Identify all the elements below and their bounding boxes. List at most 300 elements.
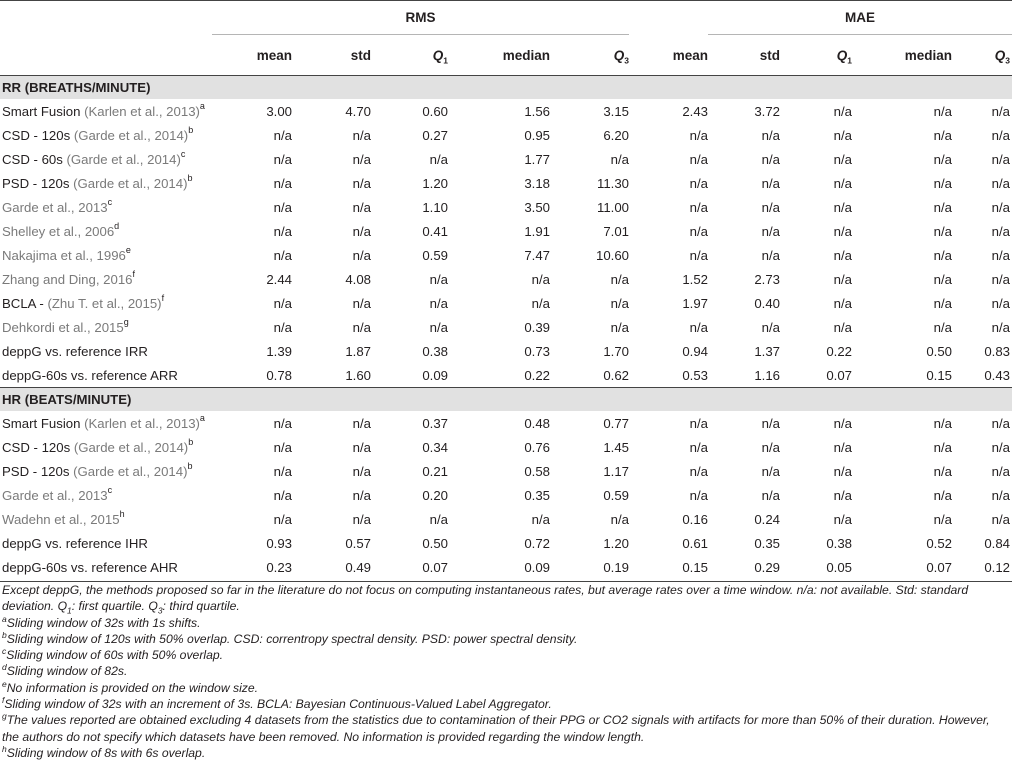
value-cell: n/a	[991, 271, 1010, 287]
method-citation: (Garde et al., 2014)	[73, 127, 189, 143]
value-cell: 0.38	[826, 535, 852, 551]
value-cell: 0.16	[682, 511, 708, 527]
value-cell: n/a	[833, 319, 852, 335]
value-cell: n/a	[610, 271, 629, 287]
value-cell: n/a	[933, 151, 952, 167]
value-cell: 0.27	[422, 127, 448, 143]
value-cell: n/a	[689, 319, 708, 335]
table-row	[0, 219, 1012, 243]
value-cell: 0.41	[422, 223, 448, 239]
footnote-text: Sliding window of 32s with an increment of 3s. BCLA: Bayesian Continuous-Valued Label Aggregator.	[4, 697, 552, 712]
value-cell: n/a	[273, 463, 292, 479]
footnote-marker: b	[187, 173, 193, 184]
value-cell: n/a	[991, 319, 1010, 335]
value-cell: 0.93	[266, 535, 292, 551]
footnote-item	[2, 696, 1010, 712]
value-cell: 0.58	[524, 463, 550, 479]
col-rms-std: std	[350, 47, 371, 63]
value-cell: 1.20	[603, 535, 629, 551]
footnote-item	[2, 712, 1010, 745]
value-cell: n/a	[273, 319, 292, 335]
value-cell: n/a	[689, 127, 708, 143]
method-cell	[0, 555, 212, 579]
value-cell: 1.16	[754, 367, 780, 383]
value-cell: 4.70	[345, 103, 371, 119]
value-cell: n/a	[352, 151, 371, 167]
value-cell: 2.44	[266, 271, 292, 287]
value-cell: n/a	[991, 295, 1010, 311]
value-cell: n/a	[761, 247, 780, 263]
footnote-mark: g	[2, 711, 7, 722]
footnote-list	[2, 615, 1010, 762]
footnote-marker: d	[114, 221, 120, 232]
value-cell: 1.97	[682, 295, 708, 311]
footnote-text: Sliding window of 120s with 50% overlap. CSD: correntropy spectral density. PSD: power spectral density.	[6, 631, 578, 646]
value-cell: n/a	[991, 223, 1010, 239]
value-cell: n/a	[352, 487, 371, 503]
group-rms: RMS	[212, 0, 629, 35]
value-cell: 0.12	[984, 559, 1010, 575]
method-name: Smart Fusion	[2, 103, 85, 119]
value-cell: n/a	[352, 439, 371, 455]
value-cell: n/a	[933, 223, 952, 239]
value-cell: n/a	[991, 247, 1010, 263]
footnote-mark: f	[2, 695, 5, 706]
value-cell: 0.21	[422, 463, 448, 479]
footnote-text: Sliding window of 32s with 1s shifts.	[6, 615, 201, 630]
col-mae-median: median	[904, 47, 952, 63]
value-cell: 0.50	[422, 535, 448, 551]
value-cell: n/a	[933, 247, 952, 263]
value-cell: n/a	[689, 415, 708, 431]
value-cell: 3.18	[524, 175, 550, 191]
value-cell: 0.22	[826, 343, 852, 359]
value-cell: 0.20	[422, 487, 448, 503]
value-cell: n/a	[429, 295, 448, 311]
value-cell: n/a	[689, 247, 708, 263]
value-cell: 7.47	[524, 247, 550, 263]
value-cell: n/a	[531, 271, 550, 287]
value-cell: 0.73	[524, 343, 550, 359]
method-cell	[0, 219, 212, 243]
method-name: PSD - 120s	[2, 175, 74, 191]
method-name: PSD - 120s	[2, 463, 74, 479]
footnote-mark: d	[2, 662, 7, 673]
value-cell: n/a	[761, 415, 780, 431]
section-title: RR (BREATHS/MINUTE)	[0, 76, 1012, 100]
value-cell: 0.07	[422, 559, 448, 575]
value-cell: 6.20	[603, 127, 629, 143]
table-row	[0, 243, 1012, 267]
footnote-mark: c	[2, 646, 7, 657]
value-cell: 1.45	[603, 439, 629, 455]
method-cell	[0, 531, 212, 555]
method-citation: (Garde et al., 2014)	[66, 151, 181, 167]
footnote-item	[2, 680, 1010, 696]
value-cell: n/a	[273, 439, 292, 455]
value-cell: 0.05	[826, 559, 852, 575]
method-cell	[0, 363, 212, 388]
section-title: HR (BEATS/MINUTE)	[0, 388, 1012, 412]
method-citation: Nakajima et al., 1996	[2, 247, 126, 263]
method-name: deppG vs. reference IHR	[2, 535, 148, 551]
table-row	[0, 147, 1012, 171]
footnote-item	[2, 631, 1010, 647]
value-cell: 0.59	[422, 247, 448, 263]
value-cell: n/a	[933, 295, 952, 311]
value-cell: n/a	[610, 511, 629, 527]
table-row	[0, 315, 1012, 339]
value-cell: n/a	[991, 439, 1010, 455]
value-cell: n/a	[833, 223, 852, 239]
value-cell: 0.23	[266, 559, 292, 575]
value-cell: 0.53	[682, 367, 708, 383]
value-cell: 0.07	[926, 559, 952, 575]
method-citation: Dehkordi et al., 2015	[2, 319, 124, 335]
value-cell: n/a	[991, 103, 1010, 119]
method-citation: (Karlen et al., 2013)	[84, 415, 200, 431]
col-rms-q3: $Q_3$	[613, 47, 629, 66]
value-cell: n/a	[833, 463, 852, 479]
value-cell: n/a	[761, 223, 780, 239]
value-cell: n/a	[273, 151, 292, 167]
value-cell: 0.76	[524, 439, 550, 455]
value-cell: 0.52	[926, 535, 952, 551]
col-mae-mean: mean	[672, 47, 708, 63]
table-row	[0, 363, 1012, 388]
method-cell	[0, 147, 212, 171]
value-cell: n/a	[933, 439, 952, 455]
value-cell: 0.07	[826, 367, 852, 383]
value-cell: n/a	[352, 319, 371, 335]
table-footnotes	[2, 582, 1010, 761]
value-cell: 4.08	[345, 271, 371, 287]
value-cell: n/a	[273, 199, 292, 215]
value-cell: n/a	[689, 223, 708, 239]
method-name: deppG vs. reference IRR	[2, 343, 148, 359]
value-cell: 0.43	[984, 367, 1010, 383]
table-row	[0, 411, 1012, 435]
method-name: CSD - 60s	[2, 151, 67, 167]
value-cell: 3.15	[603, 103, 629, 119]
value-cell: 0.35	[524, 487, 550, 503]
col-rms-q1: $Q_1$	[432, 47, 448, 66]
table-row	[0, 291, 1012, 315]
value-cell: n/a	[761, 463, 780, 479]
method-name: CSD - 120s	[2, 127, 74, 143]
value-cell: n/a	[991, 463, 1010, 479]
value-cell: 0.49	[345, 559, 371, 575]
value-cell: 1.37	[754, 343, 780, 359]
value-cell: 1.60	[345, 367, 371, 383]
value-cell: n/a	[429, 271, 448, 287]
footnote-marker: b	[188, 437, 194, 448]
footnote-marker: b	[187, 461, 193, 472]
table-row	[0, 507, 1012, 531]
value-cell: 0.59	[603, 487, 629, 503]
value-cell: 0.83	[984, 343, 1010, 359]
section-header	[0, 388, 1012, 412]
value-cell: n/a	[833, 439, 852, 455]
method-cell	[0, 123, 212, 147]
method-name: BCLA -	[2, 295, 48, 311]
value-cell: n/a	[761, 319, 780, 335]
value-cell: n/a	[933, 487, 952, 503]
value-cell: n/a	[273, 511, 292, 527]
value-cell: n/a	[352, 199, 371, 215]
value-cell: n/a	[531, 295, 550, 311]
footnote-mark: e	[2, 678, 7, 689]
footnote-marker: f	[161, 293, 165, 304]
value-cell: n/a	[833, 511, 852, 527]
value-cell: n/a	[761, 199, 780, 215]
value-cell: n/a	[610, 319, 629, 335]
footnote-text: Sliding window of 82s.	[6, 664, 128, 679]
footnote-marker: h	[119, 509, 125, 520]
method-citation: (Garde et al., 2014)	[73, 175, 188, 191]
value-cell: n/a	[933, 511, 952, 527]
method-cell	[0, 267, 212, 291]
value-cell: n/a	[833, 295, 852, 311]
value-cell: 0.60	[422, 103, 448, 119]
value-cell: n/a	[933, 127, 952, 143]
table-body	[0, 76, 1012, 580]
value-cell: 0.22	[524, 367, 550, 383]
value-cell: 0.48	[524, 415, 550, 431]
method-cell	[0, 411, 212, 435]
method-citation: Zhang and Ding, 2016	[2, 271, 133, 287]
value-cell: 0.72	[524, 535, 550, 551]
method-name: Smart Fusion	[2, 415, 85, 431]
method-citation: Garde et al., 2013	[2, 199, 108, 215]
footnote-marker: a	[199, 413, 205, 424]
value-cell: 2.43	[682, 103, 708, 119]
value-cell: n/a	[833, 415, 852, 431]
method-cell	[0, 435, 212, 459]
value-cell: n/a	[833, 151, 852, 167]
value-cell: n/a	[352, 415, 371, 431]
value-cell: 0.50	[926, 343, 952, 359]
table-row	[0, 435, 1012, 459]
footnote-marker: b	[188, 125, 194, 136]
value-cell: 11.30	[596, 175, 629, 191]
value-cell: n/a	[689, 199, 708, 215]
method-cell	[0, 99, 212, 123]
value-cell: 0.34	[422, 439, 448, 455]
table-row	[0, 195, 1012, 219]
footnote-item	[2, 663, 1010, 679]
value-cell: 1.20	[422, 175, 448, 191]
col-mae-q1: $Q_1$	[836, 47, 852, 66]
footnote-marker: g	[123, 317, 129, 328]
value-cell: n/a	[933, 175, 952, 191]
value-cell: n/a	[833, 199, 852, 215]
value-cell: n/a	[429, 151, 448, 167]
value-cell: n/a	[352, 223, 371, 239]
value-cell: 0.94	[682, 343, 708, 359]
footnote-item	[2, 745, 1010, 761]
col-rms-median: median	[502, 47, 550, 63]
group-header-row	[0, 0, 1012, 35]
value-cell: 1.56	[524, 103, 550, 119]
method-cell	[0, 243, 212, 267]
value-cell: 0.40	[754, 295, 780, 311]
value-cell: 1.39	[266, 343, 292, 359]
method-citation: Shelley et al., 2006	[2, 223, 115, 239]
col-mae-q3: $Q_3$	[994, 47, 1010, 66]
method-citation: (Zhu T. et al., 2015)	[47, 295, 162, 311]
method-citation: (Garde et al., 2014)	[73, 439, 189, 455]
value-cell: n/a	[933, 415, 952, 431]
value-cell: n/a	[833, 103, 852, 119]
value-cell: 2.73	[754, 271, 780, 287]
value-cell: n/a	[991, 151, 1010, 167]
value-cell: n/a	[273, 295, 292, 311]
value-cell: 0.09	[422, 367, 448, 383]
method-citation: (Garde et al., 2014)	[73, 463, 188, 479]
value-cell: 1.87	[345, 343, 371, 359]
value-cell: n/a	[352, 127, 371, 143]
footnote-mark: h	[2, 743, 7, 754]
group-mae: MAE	[708, 0, 1012, 35]
value-cell: n/a	[833, 247, 852, 263]
section-header	[0, 76, 1012, 100]
value-cell: n/a	[352, 295, 371, 311]
value-cell: 1.52	[682, 271, 708, 287]
col-mae-std: std	[759, 47, 780, 63]
value-cell: n/a	[991, 415, 1010, 431]
value-cell: 7.01	[603, 223, 629, 239]
table-row	[0, 267, 1012, 291]
method-cell	[0, 171, 212, 195]
value-cell: n/a	[429, 511, 448, 527]
value-cell: 1.77	[524, 151, 550, 167]
value-cell: n/a	[352, 247, 371, 263]
value-cell: n/a	[933, 103, 952, 119]
value-cell: n/a	[933, 319, 952, 335]
value-cell: 3.00	[266, 103, 292, 119]
table-row	[0, 339, 1012, 363]
value-cell: n/a	[761, 175, 780, 191]
value-cell: n/a	[352, 175, 371, 191]
value-cell: n/a	[352, 511, 371, 527]
table-row	[0, 459, 1012, 483]
value-cell: n/a	[761, 151, 780, 167]
method-citation: (Karlen et al., 2013)	[84, 103, 200, 119]
value-cell: 10.60	[595, 247, 629, 263]
method-citation: Wadehn et al., 2015	[2, 511, 120, 527]
value-cell: 3.72	[754, 103, 780, 119]
footnote-text: No information is provided on the window size.	[6, 680, 259, 695]
value-cell: n/a	[429, 319, 448, 335]
method-name: deppG-60s vs. reference AHR	[2, 559, 178, 575]
method-cell	[0, 195, 212, 219]
value-cell: n/a	[761, 439, 780, 455]
method-cell	[0, 339, 212, 363]
value-cell: 0.35	[754, 535, 780, 551]
value-cell: n/a	[833, 487, 852, 503]
footnote-main: Except deppG, the methods proposed so far in the literature do not focus on computing instantaneous rates, but average rates over a time window. n/a: not available. Std: standard deviation. $Q_1$: first quartile. $Q_3$: third quartile.	[2, 583, 969, 616]
value-cell: n/a	[761, 487, 780, 503]
footnote-mark: b	[2, 629, 7, 640]
value-cell: n/a	[689, 487, 708, 503]
value-cell: n/a	[273, 223, 292, 239]
table-row	[0, 531, 1012, 555]
table-row	[0, 171, 1012, 195]
value-cell: 3.50	[524, 199, 550, 215]
value-cell: n/a	[610, 295, 629, 311]
footnote-text: Sliding window of 8s with 6s overlap.	[6, 745, 206, 760]
value-cell: n/a	[991, 175, 1010, 191]
value-cell: n/a	[273, 127, 292, 143]
value-cell: 0.15	[926, 367, 952, 383]
footnote-marker: c	[107, 485, 113, 496]
value-cell: n/a	[689, 151, 708, 167]
footnote-marker: a	[199, 101, 205, 112]
value-cell: 0.78	[266, 367, 292, 383]
value-cell: 0.37	[422, 415, 448, 431]
method-citation: Garde et al., 2013	[2, 487, 108, 503]
value-cell: n/a	[689, 439, 708, 455]
value-cell: n/a	[991, 199, 1010, 215]
value-cell: n/a	[352, 463, 371, 479]
value-cell: 0.09	[524, 559, 550, 575]
col-rms-mean: mean	[256, 47, 292, 63]
value-cell: 0.61	[682, 535, 708, 551]
value-cell: 11.00	[596, 199, 629, 215]
value-cell: 0.24	[754, 511, 780, 527]
value-cell: 1.10	[422, 199, 448, 215]
footnote-mark: a	[2, 613, 7, 624]
method-name: CSD - 120s	[2, 439, 74, 455]
value-cell: n/a	[689, 175, 708, 191]
value-cell: n/a	[689, 463, 708, 479]
method-cell	[0, 459, 212, 483]
method-cell	[0, 291, 212, 315]
value-cell: n/a	[933, 463, 952, 479]
value-cell: 0.62	[603, 367, 629, 383]
footnote-marker: e	[125, 245, 131, 256]
value-cell: 0.95	[524, 127, 550, 143]
value-cell: 1.17	[603, 463, 629, 479]
value-cell: n/a	[273, 175, 292, 191]
column-header-row	[0, 35, 1012, 76]
value-cell: n/a	[531, 511, 550, 527]
value-cell: n/a	[991, 487, 1010, 503]
table-row	[0, 555, 1012, 579]
value-cell: 0.15	[682, 559, 708, 575]
value-cell: n/a	[933, 271, 952, 287]
value-cell: n/a	[273, 487, 292, 503]
value-cell: n/a	[833, 175, 852, 191]
footnote-marker: f	[132, 269, 136, 280]
value-cell: 0.39	[524, 319, 550, 335]
footnote-text: Sliding window of 60s with 50% overlap.	[6, 648, 224, 663]
method-cell	[0, 507, 212, 531]
method-name: deppG-60s vs. reference ARR	[2, 367, 178, 383]
value-cell: n/a	[610, 151, 629, 167]
method-cell	[0, 315, 212, 339]
value-cell: 0.57	[345, 535, 371, 551]
value-cell: n/a	[991, 127, 1010, 143]
value-cell: 1.91	[524, 223, 550, 239]
footnote-text: The values reported are obtained excluding 4 datasets from the statistics due to contamination of their PPG or CO2 signals with artifacts for more than 50% of their duration. However, the authors do not specify which datasets have been removed. No information is provided regarding the window length.	[2, 713, 990, 744]
value-cell: 0.19	[603, 559, 629, 575]
value-cell: n/a	[933, 199, 952, 215]
table-row	[0, 123, 1012, 147]
value-cell: 1.70	[603, 343, 629, 359]
value-cell: 0.84	[984, 535, 1010, 551]
